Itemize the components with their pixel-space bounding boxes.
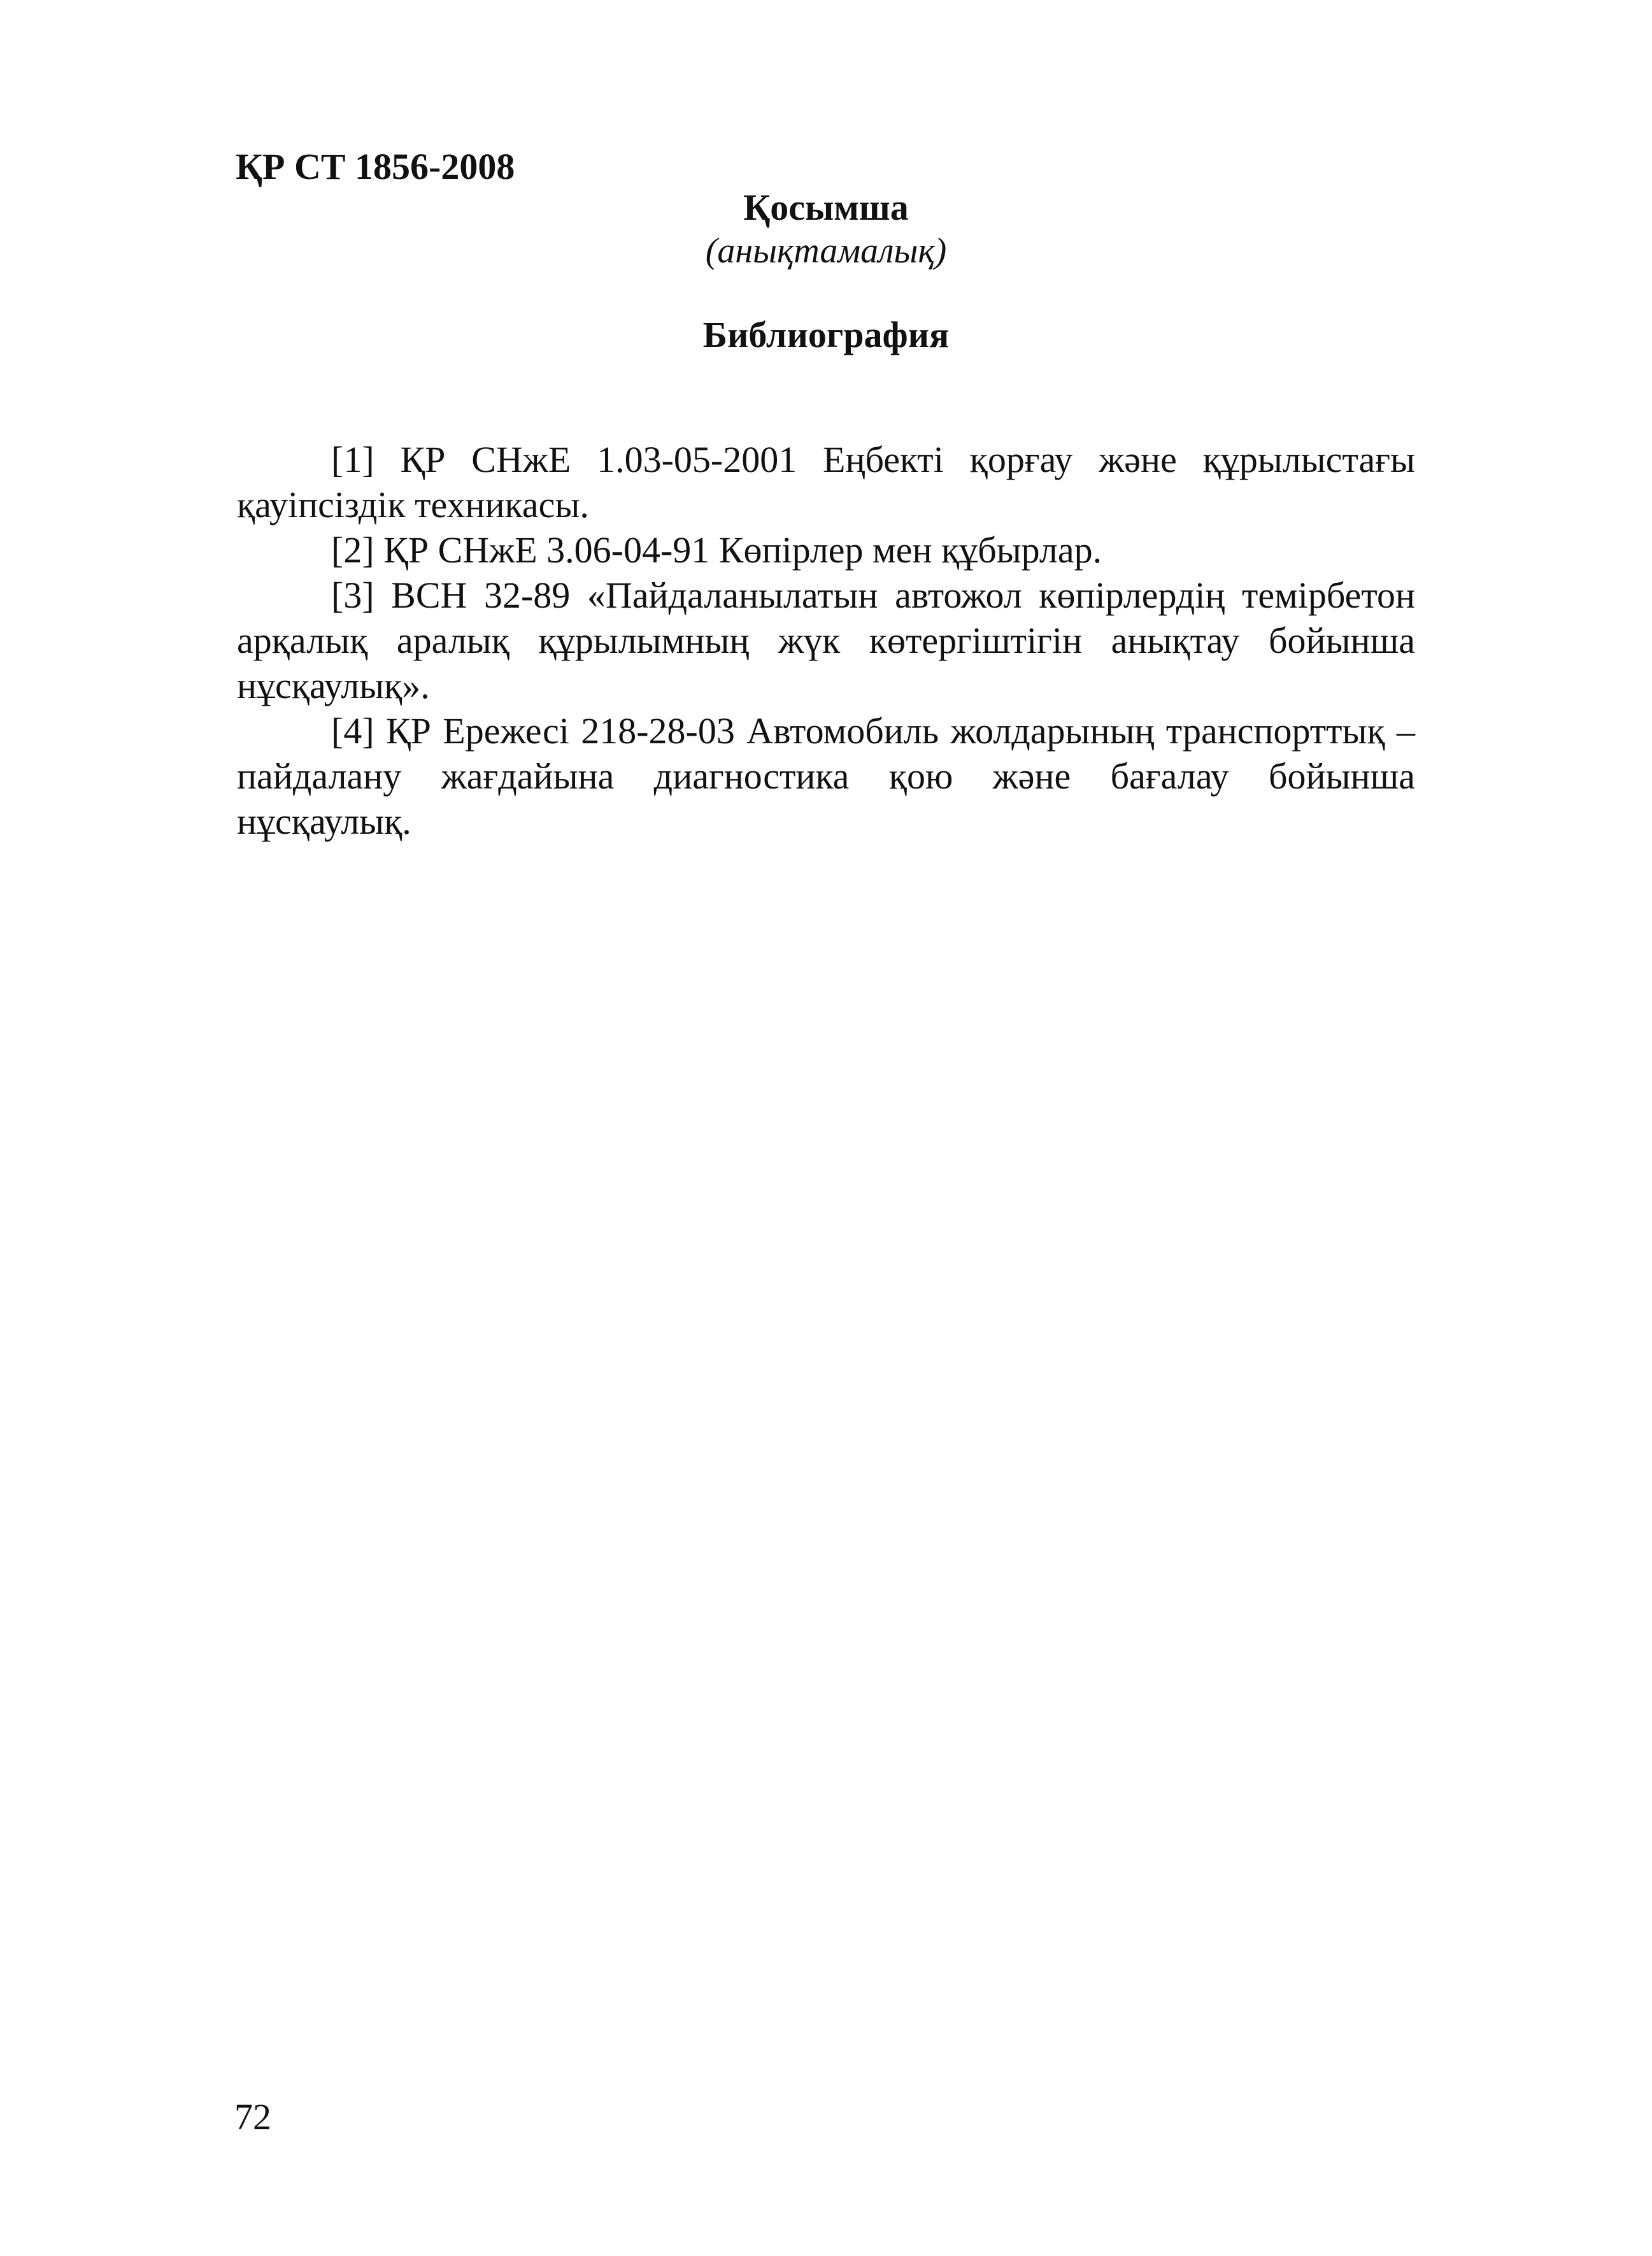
bibliography-entry-4: [4] ҚР Ережесі 218-28-03 Автомобиль жолдарының транспорттық – пайдалану жағдайына диагностика қою және бағалау бойынша нұсқаулық. <box>237 710 1415 842</box>
page-number: 72 <box>234 2096 271 2138</box>
annex-title: Қосымша <box>743 187 909 228</box>
annex-subtitle: (анықтамалық) <box>705 231 947 271</box>
bibliography-entry-2: [2] ҚР СНжЕ 3.06-04-91 Көпірлер мен құбырлар. <box>331 529 1102 571</box>
bibliography-entry-1: [1] ҚР СНжЕ 1.03-05-2001 Еңбекті қорғау және құрылыстағы қауіпсіздік техникасы. <box>237 439 1415 525</box>
bibliography-list <box>237 437 1415 844</box>
document-code: ҚР СТ 1856-2008 <box>236 146 515 187</box>
bibliography-entry-3: [3] ВСН 32-89 «Пайдаланылатын автожол көпірлердің темірбетон арқалық аралық құрылымның жүк көтергіштігін анықтау бойынша нұсқаулық». <box>237 575 1415 706</box>
bibliography-heading: Библиография <box>702 314 950 355</box>
